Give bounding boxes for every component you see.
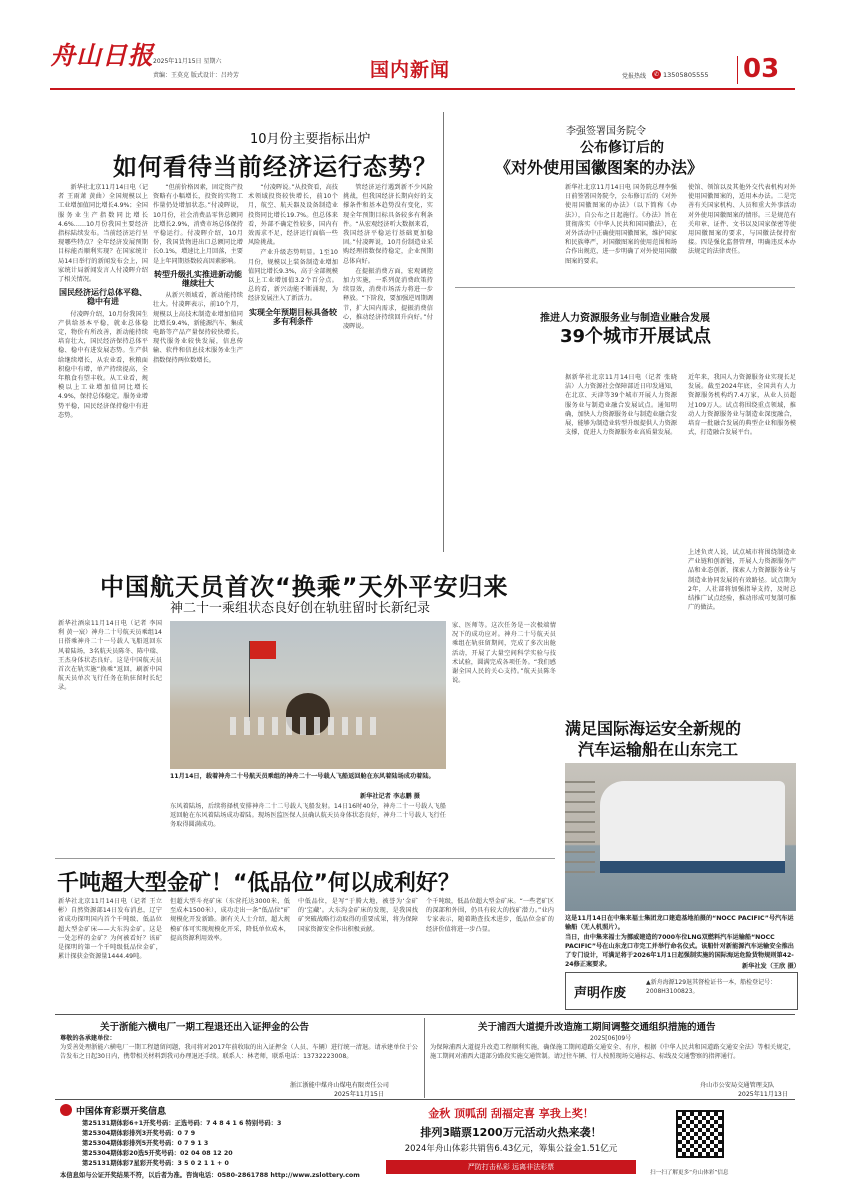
economy-subhead-2: 转型升级扎实推进新动能继续壮大	[154, 269, 242, 289]
masthead	[0, 0, 842, 92]
astronaut-photo-credit: 新华社记者 李志鹏 摄	[360, 793, 420, 800]
notice-puxi-date: 2025年11月13日	[738, 1091, 789, 1098]
economy-col4-para: 管经济运行遇到新不少风险挑战，但我国经济长期向好的支撑条件和基本趋势没有变化，实现全年预期目标具备较多有利条件。“从宏观经济听大数据来看，我国经济平稳运行基础更加稳固。”付凌晖说，10月份制造业采购经理指数保持稳定，企业预期总体向好。	[343, 184, 433, 265]
column-divider	[443, 112, 444, 552]
newspaper-logo: 舟山日报	[50, 41, 155, 70]
economy-col-4	[343, 183, 433, 543]
astronaut-col-1: 新华社酒泉11月14日电（记者 李国利 黄一宸）神舟二十号航天员乘组14日搭乘神舟二十一号载人飞船返回东风着陆场，3名航天员陈冬、陈中瑞、王杰身体状态良好。这是中国航天员首次在轨实施“换乘”返回，刷新中国航天员单次飞行任务在轨驻留时长纪录。	[58, 620, 162, 692]
document-col-1: 新华社北京11月14日电 国务院总理李强日前签署国务院令，公布修订后的《对外使用国徽图案的办法》（以下简称《办法》），自公布之日起施行。《办法》旨在贯彻落实《中华人民共和国国徽法》，在对外活动中正确使用国徽图案，维护国家和民族尊严，对国徽图案的使用范围和场合作出规范，进一步明确了对外使用国徽图案的要求。	[565, 184, 677, 265]
national-flag	[250, 641, 276, 659]
astronaut-headline: 中国航天员首次“换乘”天外平安归来	[100, 573, 509, 601]
mine-col-4: 个千吨级，低品位超大型金矿床。“一些老矿区的深部和外围，仍具有较大的找矿潜力。”业内专家表示，随着勘查技术进步，低品位金矿的经济价值将进一步凸显。	[426, 898, 554, 933]
notice-puxi-signature: 舟山市公安局交通管理支队	[700, 1082, 775, 1089]
economy-col-1	[58, 183, 148, 543]
astronaut-col-2: 东风着陆场，后续将择机安排神舟二十二号载人飞船发射。14日16时40分，神舟二十一号载人飞船返回舱在东风着陆场成功着陆。现场医监医保人员确认航天员身体状态良好，神舟二十号载人飞行任务取得圆满成功。	[170, 803, 446, 829]
dock-cranes	[565, 773, 595, 873]
economy-col3-para: 产业升级态势明显。1至10月份，规模以上装备制造业增加值同比增长9.3%，高于全部规模以上工业增加值3.2个百分点。总的看，新兴动能不断涌现，为经济发展注入了新活力。	[248, 249, 338, 303]
lottery-ad-banner	[386, 1103, 636, 1177]
ship-photo-caption: 这是11月14日在中集来福士集团龙口建造基地拍摄的“NOCC PACIFIC”号汽车运输船（无人机照片）。	[565, 915, 794, 931]
economy-col-2	[153, 183, 243, 543]
pilot-headline: 39个城市开展试点	[560, 326, 712, 347]
ship-title-line2: 汽车运输船在山东完工	[578, 740, 739, 759]
car-carrier-ship	[600, 781, 785, 873]
notice-zheshang-body: 为妥善处理浙能六横电厂一期工程遗留问题，我司将对2017年前收取的出入证押金（人员、车辆）进行统一清退。请承建单位于公告发布之日起30日内，携带相关材料到我司办理退还手续。联系人：林老师，联系电话：13732223008。	[60, 1044, 418, 1061]
section-rule	[455, 287, 795, 288]
document-title-line2: 《对外使用国徽图案的办法》	[495, 158, 704, 177]
page-number: 03	[743, 54, 780, 84]
astronaut-subheadline: 神二十一乘组状态良好创在轨驻留时长新纪录	[170, 601, 431, 616]
ship-credit: 新华社发（王欣 摄）	[742, 963, 800, 970]
ground-crew	[230, 717, 380, 735]
astronaut-photo-caption: 11月14日，载着神舟二十号航天员乘组的神舟二十一号载人飞船返回舱在东风着陆场成功着陆。	[170, 773, 435, 780]
notice-puxi-number: 2025[06]09号	[590, 1035, 632, 1042]
economy-col1-para: 新华社北京11月14日电（记者 王雨萧 黄曲）全国规模以上工业增加值同比增长4.9%；全国服务业生产指数同比增长4.6%……10月份我国主要经济指标陆续发布。当前经济运行呈现哪些特点？全年经济发展预期目标能否顺利实现？在国家统计局14日举行的新闻发布会上，国家统计局新闻发言人付凌晖介绍了相关情况。	[58, 184, 148, 284]
declaration-box	[565, 972, 798, 1010]
lottery-result-line: 第25304期体彩排列3开奖号码：0 7 9	[82, 1130, 196, 1137]
pilot-kicker: 推进人力资源服务业与制造业融合发展	[540, 313, 710, 324]
declaration-title: 声明作废	[574, 986, 627, 1001]
lottery-ad-promo: 排列3瞄票1200万元活动火热来袭！	[420, 1126, 602, 1139]
lottery-ad-warning: 严防打击私彩 远离非法彩票	[386, 1160, 636, 1174]
economy-col2-para: 从新兴领域看，新动能持续壮大。付凌晖表示，前10个月，规模以上高技术制造业增加值同比增长9.4%，新能源汽车、集成电路等产品产量保持较快增长。现代服务业较快发展，信息传输、软件和信息技术服务业生产指数保持两位数增长。	[153, 292, 243, 364]
economy-col2-para: “但前价格因素，固定资产投资略有小幅增长，投资的实物工作量仍处增加状态。”付凌晖说，10月份，社会消费品零售总额同比增长2.9%，消费市场总体保持平稳运行。付凌晖介绍，10月份，我国货物进出口总额同比增长0.1%，增速比上月回落，主要是上年同期基数较高因素影响。	[153, 184, 243, 265]
column-divider	[424, 1018, 425, 1098]
section-title: 国内新闻	[370, 59, 451, 81]
lottery-logo-icon	[60, 1104, 72, 1116]
pilot-col-2: 近年来，我国人力资源服务业实现长足发展。截至2024年底，全国共有人力资源服务机构约7.4万家，从业人员超过109万人。试点将围绕重点领域，推动人力资源服务业与制造业深度融合，培育一批融合发展的典型企业和服务模式，打造融合发展平台。	[688, 374, 796, 437]
economy-headline: 如何看待当前经济运行态势？	[113, 153, 438, 181]
notice-puxi-title: 关于浦西大道提升改造施工期间调整交通组织措施的通告	[478, 1022, 716, 1033]
lottery-title: 中国体育彩票开奖信息	[76, 1107, 167, 1117]
mine-col-2: 但超大型斗亮矿床（东营托达3000米，低至成本1500米），成功走出一条“低品位”矿规模化开发新路。据有关人士介绍，超大规模矿体可实现规模化开采，降低单位成本，提高资源利用效率。	[170, 898, 290, 942]
economy-subhead-1: 国民经济运行总体平稳、稳中有进	[59, 288, 147, 307]
qr-caption: 扫一扫了解更多“舟山体彩”信息	[650, 1170, 729, 1176]
lottery-footer: 本信息如与公证开奖结果不符，以后者为准。咨询电话：0580-2861788 http://www.zslottery.com	[60, 1172, 360, 1179]
section-rule	[55, 1014, 795, 1015]
economy-kicker: 10月份主要指标出炉	[250, 132, 371, 147]
document-title-line1: 公布修订后的	[580, 140, 664, 156]
phone-icon: ✆	[653, 71, 660, 78]
pilot-col-3: 上述负责人说，试点城市将围绕制造业产业链和创新链，开展人力资源服务产品和业态创新，探索人力资源服务业与制造业协同发展的有效路径。试点期为2年，人社部将加强指导支持，及时总结推广试点经验，推动形成可复制可推广的做法。	[688, 549, 796, 612]
ship-hull-stripe	[600, 861, 785, 873]
economy-subhead-3: 实现全年预期目标具备较多有利条件	[249, 307, 337, 326]
notice-zheshang-signature: 浙江浙能中煤舟山煤电有限责任公司	[290, 1082, 389, 1089]
astronaut-photo	[170, 621, 446, 769]
mine-col-1: 新华社北京11月14日电（记者 王立彬）自然资源部14日发布消息，辽宁省成功探明国内首个千吨级、低品位超大型金矿床——大东沟金矿。这是一处怎样的金矿？为何被看好？该矿是探明的第一个千吨级低品位金矿，累计探获金资源量1444.49吨。	[58, 898, 162, 961]
ship-body: 当日，由中集来福士为挪威建造的7000车位LNG双燃料汽车运输船“NOCC PACIFIC”号在山东龙口市完工并举行命名仪式。该船针对新能源汽车运输安全推出了专门设计，可满足将于2026年1月1日起强制实施的国际海运危险货物规则第42-24修正案要求。	[565, 934, 794, 968]
hotline-number: 13505805555	[663, 71, 709, 79]
masthead-rule	[50, 88, 795, 90]
economy-col1-para: 付凌晖介绍，10月份我国生产供给基本平稳，就业总体稳定，物价有所改善，新动能持续培育壮大，国民经济保持总体平稳、稳中有进发展态势。生产供给继续增长，从农业看，秋粮面积稳中有增，单产持续提高，全年粮食有望丰收。从工业看，规模以上工业增加值同比增长4.9%，保持总体稳定。服务业增势平稳，国民经济保持稳中有进态势。	[58, 310, 148, 419]
economy-col3-para: “付凌晖说。”从投资看，高技术领域投资较快增长，前10个月，航空、航天器及设备制造业投资同比增长19.7%。但总体来看，外部不确定性较多，国内有效需求不足，经济运行面临一些风险挑战。	[248, 184, 338, 247]
lottery-ad-slogan: 金秋 顶呱刮 刮福定喜 享我上奖！	[428, 1107, 594, 1120]
document-kicker: 李强签署国务院令	[566, 126, 646, 137]
lottery-ad-sales: 2024年舟山体彩共销售6.43亿元，筹集公益金1.51亿元	[404, 1144, 618, 1154]
mine-headline: 千吨超大型金矿！“低品位”何以成利好？	[57, 871, 460, 896]
lottery-results	[82, 1119, 382, 1169]
lottery-result-line: 第25304期体彩排列5开奖号码：0 7 9 1 3	[82, 1140, 209, 1147]
editor-credits: 责编：王莫克 版式设计：吕玲芳	[153, 72, 239, 79]
ship-photo	[565, 763, 796, 911]
astronaut-col-3: 家、医师等。这次任务是一次极端情况下的成功应对。神舟二十号航天员乘组在轨驻留期间，完成了多次出舱活动，开展了大量空间科学实验与技术试验，圆满完成各项任务。“我们感谢全国人民的关心支持。”航天员陈冬说。	[452, 622, 556, 685]
lottery-result-line: 第25131期体彩6+1开奖号码：正选号码：7 4 8 4 1 6 特别号码：3	[82, 1120, 282, 1127]
lottery-result-line: 第25304期体彩20选5开奖号码：02 04 08 12 20	[82, 1150, 233, 1157]
section-rule	[55, 858, 555, 859]
notice-zheshang-date: 2025年11月15日	[334, 1091, 385, 1098]
pilot-col-1: 据新华社北京11月14日电（记者 张晓洁）人力资源社会保障部近日印发通知，在北京、天津等39个城市开展人力资源服务业与制造业融合发展试点。通知明确，加快人力资源服务业与制造业融合发展，能够为制造业转型升级提供人力资源支撑，促进人力资源服务业高质量发展。	[565, 374, 677, 437]
ship-title-line1: 满足国际海运安全新规的	[565, 719, 742, 738]
mine-col-3: 中低品位，是写“于腾大地，被誉为‘金矿的‘宝藏’。大东沟金矿床的发现，是我国找矿突破战略行动取得的重要成果，将为保障国家资源安全作出积极贡献。	[298, 898, 418, 933]
notice-puxi-body: 为保障浦西大道提升改造工程顺利实施，确保施工期间道路交通安全、有序，根据《中华人民共和国道路交通安全法》等相关规定，施工期间对浦西大道部分路段实施交通管制。请过往车辆、行人按照现场交通标志、标线及交通警察的指挥通行。	[430, 1044, 795, 1061]
issue-info: 2025年11月15日 星期六	[153, 58, 222, 65]
notice-zheshang-addressee: 尊敬的各承建单位：	[60, 1035, 116, 1042]
section-rule	[55, 1099, 795, 1100]
qr-code-icon[interactable]	[676, 1110, 724, 1158]
document-col-2: 使馆、领馆以及其他外交代表机构对外使用国徽图案的，适用本办法。二是完善有关国家机构、人员和重大外事活动对外使用国徽图案的情形。三是规范有关印章、证件、文书以及国家保密等使用国徽图案的要求，与国徽法保持衔接。四是强化监督管理，明确违反本办法规定的法律责任。	[688, 184, 796, 256]
economy-col4-para: 在提振消费方面，宏观调控加力实施，一系列促消费政策持续显效，消费市场活力将进一步释放。“下阶段，要加强逆周期调节，扩大国内需求，提振消费信心，推动经济持续回升向好。”付凌晖说。	[343, 267, 433, 331]
lottery-result-line: 第25131期体彩7星彩开奖号码：3 5 0 2 1 1 + 0	[82, 1160, 229, 1167]
economy-col-3	[248, 183, 338, 543]
masthead-divider	[737, 56, 738, 84]
declaration-body: ▲新舟海源129退其督检证书一本，船检登记号：2008H3100823。	[646, 979, 777, 995]
flag-pole	[249, 641, 250, 721]
notice-zheshang-title: 关于浙能六横电厂一期工程退还出入证押金的公告	[100, 1022, 310, 1033]
hotline-label: 党报热线	[622, 73, 647, 80]
